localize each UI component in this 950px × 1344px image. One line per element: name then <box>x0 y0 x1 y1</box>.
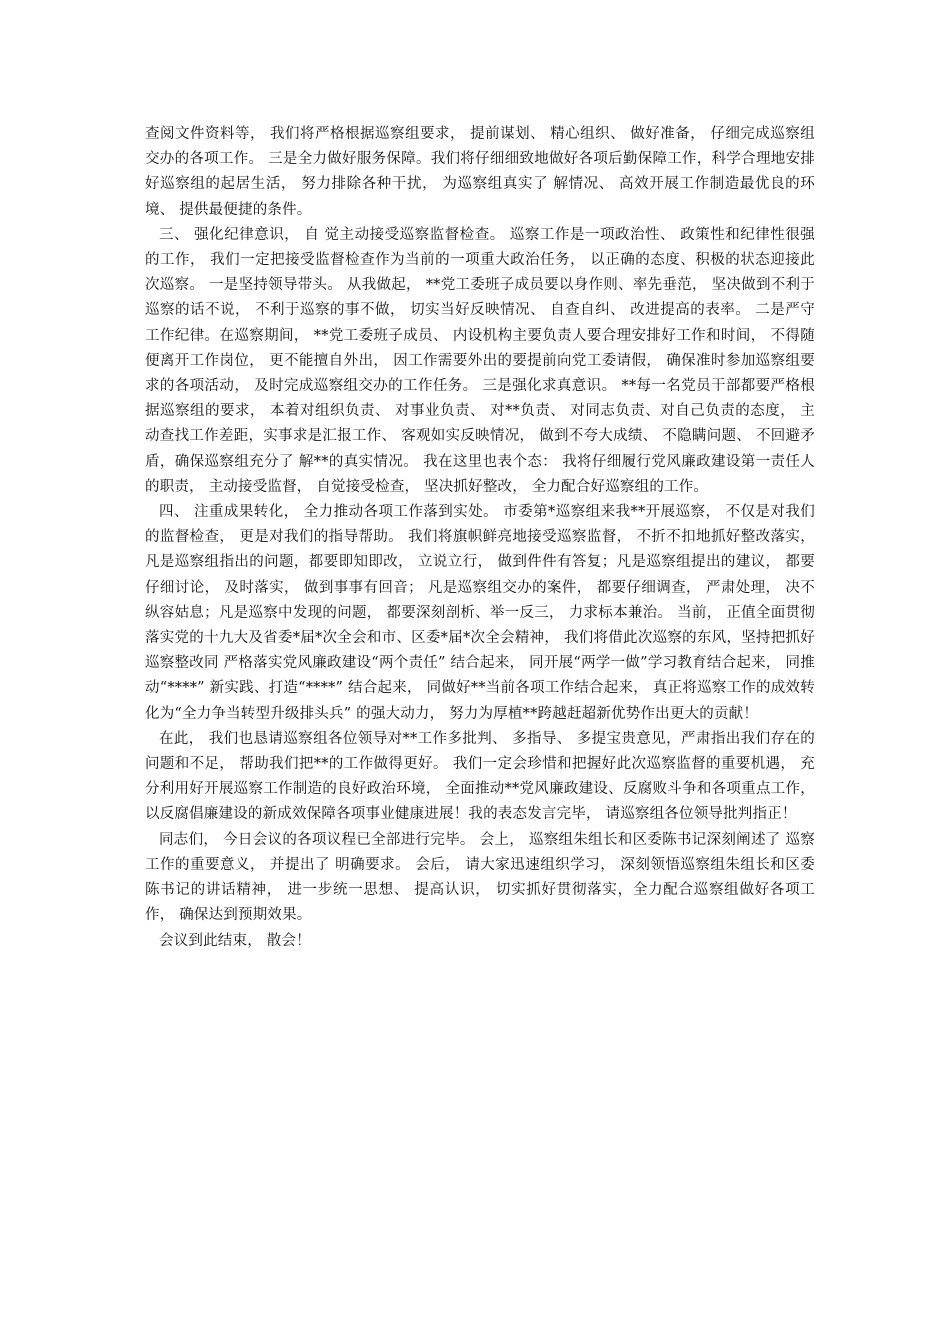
paragraph-request: 在此， 我们也恳请巡察组各位领导对**工作多批判、 多指导、 多提宝贵意见，严肃指出我们存在的问题和不足， 帮助我们把**的工作做得更好。 我们一定会珍惜和把握好此次巡察监督的重要机遇， 充分利用好开展巡察工作制造的良好政治环境， 全面推动**党风廉政建设、反腐败斗争和各项重点工作， 以反腐倡廉建设的新成效保障各项事业健康进展！我的表态发言完毕， 请巡察组各位领导批判指正！ <box>145 730 815 823</box>
paragraph-summary: 同志们， 今日会议的各项议程已全部进行完毕。 会上， 巡察组朱组长和区委陈书记深刻阐述了 巡察工作的重要意义， 并提出了 明确要求。 会后， 请大家迅速组织学习， 深刻领悟巡察组朱组长和区委陈书记的讲话精神， 进一步统一思想、 提高认识， 切实抓好贯彻落实，全力配合巡察组做好各项工作， 确保达到预期效果。 <box>145 831 815 924</box>
document-body <box>145 122 815 954</box>
paragraph-section-three: 三、 强化纪律意识， 自 觉主动接受巡察监督检查。 巡察工作是一项政治性、 政策性和纪律性很强的工作， 我们一定把接受监督检查作为当前的一项重大政治任务， 以正确的态度、积极的状态迎接此次巡察。 一是坚持领导带头。 从我做起， **党工委班子成员要以身作则、率先垂范， 坚决做到不利于巡察的话不说， 不利于巡察的事不做， 切实当好反映情况、 自查自纠、 改进提高的表率。 二是严守工作纪律。在巡察期间， **党工委班子成员、 内设机构主要负责人要合理安排好工作和时间， 不得随便离开工作岗位， 更不能擅自外出， 因工作需要外出的要提前向党工委请假， 确保准时参加巡察组要求的各项活动， 及时完成巡察组交办的工作任务。 三是强化求真意识。 **每一名党员干部都要严格根据巡察组的要求， 本着对组织负责、 对事业负责、 对**负责、 对同志负责、对自己负责的态度， 主动查找工作差距，实事求是汇报工作、 客观如实反映情况， 做到不夸大成绩、 不隐瞒问题、 不回避矛盾，确保巡察组充分了 解**的真实情况。 我在这里也表个态： 我将仔细履行党风廉政建设第一责任人的职责， 主动接受监督， 自觉接受检查， 坚决抓好整改， 全力配合好巡察组的工作。 <box>145 226 815 495</box>
paragraph-section-four: 四、 注重成果转化， 全力推动各项工作落到实处。 市委第*巡察组来我**开展巡察， 不仅是对我们的监督检查， 更是对我们的指导帮助。 我们将旗帜鲜亮地接受巡察监督， 不折不扣地抓好整改落实， 凡是巡察组指出的问题，都要即知即改， 立说立行， 做到件件有答复；凡是巡察组提出的建议， 都要仔细讨论， 及时落实， 做到事事有回音； 凡是巡察组交办的案件， 都要仔细调查， 严肃处理， 决不纵容姑息；凡是巡察中发现的问题， 都要深刻剖析、举一反三， 力求标本兼治。 当前， 正值全面贯彻落实党的十九大及省委*届*次全会和市、区委*届*次全会精神， 我们将借此次巡察的东风，坚持把抓好巡察整改同 严格落实党风廉政建设“两个责任” 结合起来， 同开展“两学一做”学习教育结合起来， 同推动“****” 新实践、打造“****” 结合起来， 同做好**当前各项工作结合起来， 真正将巡察工作的成效转化为“全力争当转型升级排头兵” 的强大动力， 努力为厚植**跨越赶超新优势作出更大的贡献！ <box>145 504 815 722</box>
paragraph-closing: 会议到此结束， 散会！ <box>159 932 311 949</box>
paragraph-continued: 查阅文件资料等， 我们将严格根据巡察组要求， 提前谋划、 精心组织、 做好准备， 仔细完成巡察组交办的各项工作。 三是全力做好服务保障。我们将仔细细致地做好各项后勤保障工作，科学合理地安排好巡察组的起居生活， 努力排除各种干扰， 为巡察组真实了 解情况、 高效开展工作制造最优良的环境、 提供最便捷的条件。 <box>145 126 815 218</box>
